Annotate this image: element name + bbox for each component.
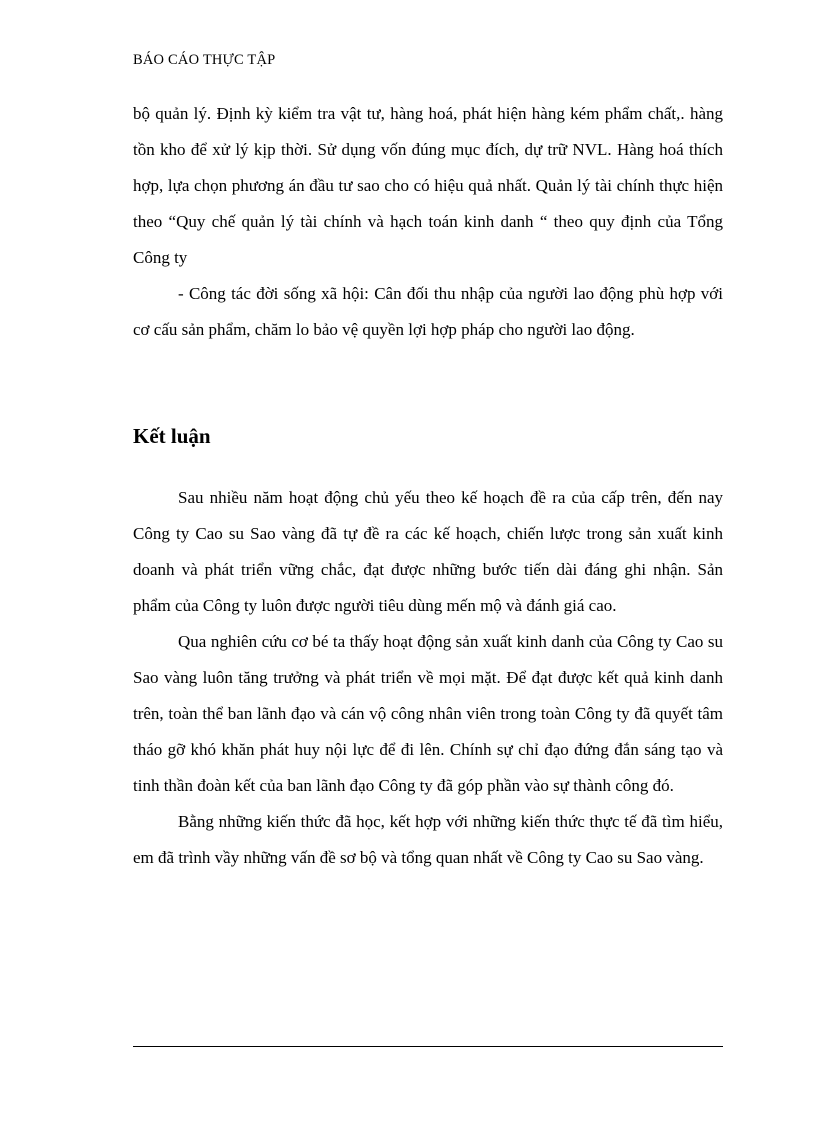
conclusion-section [133, 480, 723, 876]
body-paragraph: Bằng những kiến thức đã học, kết hợp với những kiến thức thực tế đã tìm hiểu, em đã trình vầy những vấn đề sơ bộ và tổng quan nhất về Công ty Cao su Sao vàng. [133, 812, 723, 867]
section-heading: Kết luận [133, 424, 211, 448]
body-paragraph: Qua nghiên cứu cơ bé ta thấy hoạt động sản xuất kinh danh của Công ty Cao su Sao vàng luôn tăng trưởng và phát triển về mọi mặt. Để đạt được kết quả kinh danh trên, toàn thể ban lãnh đạo và cán vộ công nhân viên trong toàn Công ty đã quyết tâm tháo gỡ khó khăn phát huy nội lực để đi lên. Chính sự chỉ đạo đứng đắn sáng tạo và tinh thần đoàn kết của ban lãnh đạo Công ty đã góp phần vào sự thành công đó. [133, 632, 723, 795]
intro-section [133, 96, 723, 348]
running-header: BÁO CÁO THỰC TẬP [133, 52, 276, 68]
body-paragraph: bộ quản lý. Định kỳ kiểm tra vật tư, hàng hoá, phát hiện hàng kém phẩm chất,. hàng tồn kho để xử lý kịp thời. Sử dụng vốn đúng mục đích, dự trữ NVL. Hàng hoá thích hợp, lựa chọn phương án đầu tư sao cho có hiệu quả nhất. Quản lý tài chính thực hiện theo “Quy chế quản lý tài chính và hạch toán kinh danh “ theo quy định của Tổng Công ty [133, 104, 723, 267]
body-paragraph: Sau nhiều năm hoạt động chủ yếu theo kế hoạch đề ra của cấp trên, đến nay Công ty Cao su Sao vàng đã tự đề ra các kế hoạch, chiến lược trong sản xuất kinh doanh và phát triển vững chắc, đạt được những bước tiến dài đáng ghi nhận. Sản phẩm của Công ty luôn được người tiêu dùng mến mộ và đánh giá cao. [133, 488, 723, 615]
footer-divider [133, 1046, 723, 1047]
body-paragraph: - Công tác đời sống xã hội: Cân đối thu nhập của người lao động phù hợp với cơ cấu sản phẩm, chăm lo bảo vệ quyền lợi hợp pháp cho người lao động. [133, 284, 723, 339]
